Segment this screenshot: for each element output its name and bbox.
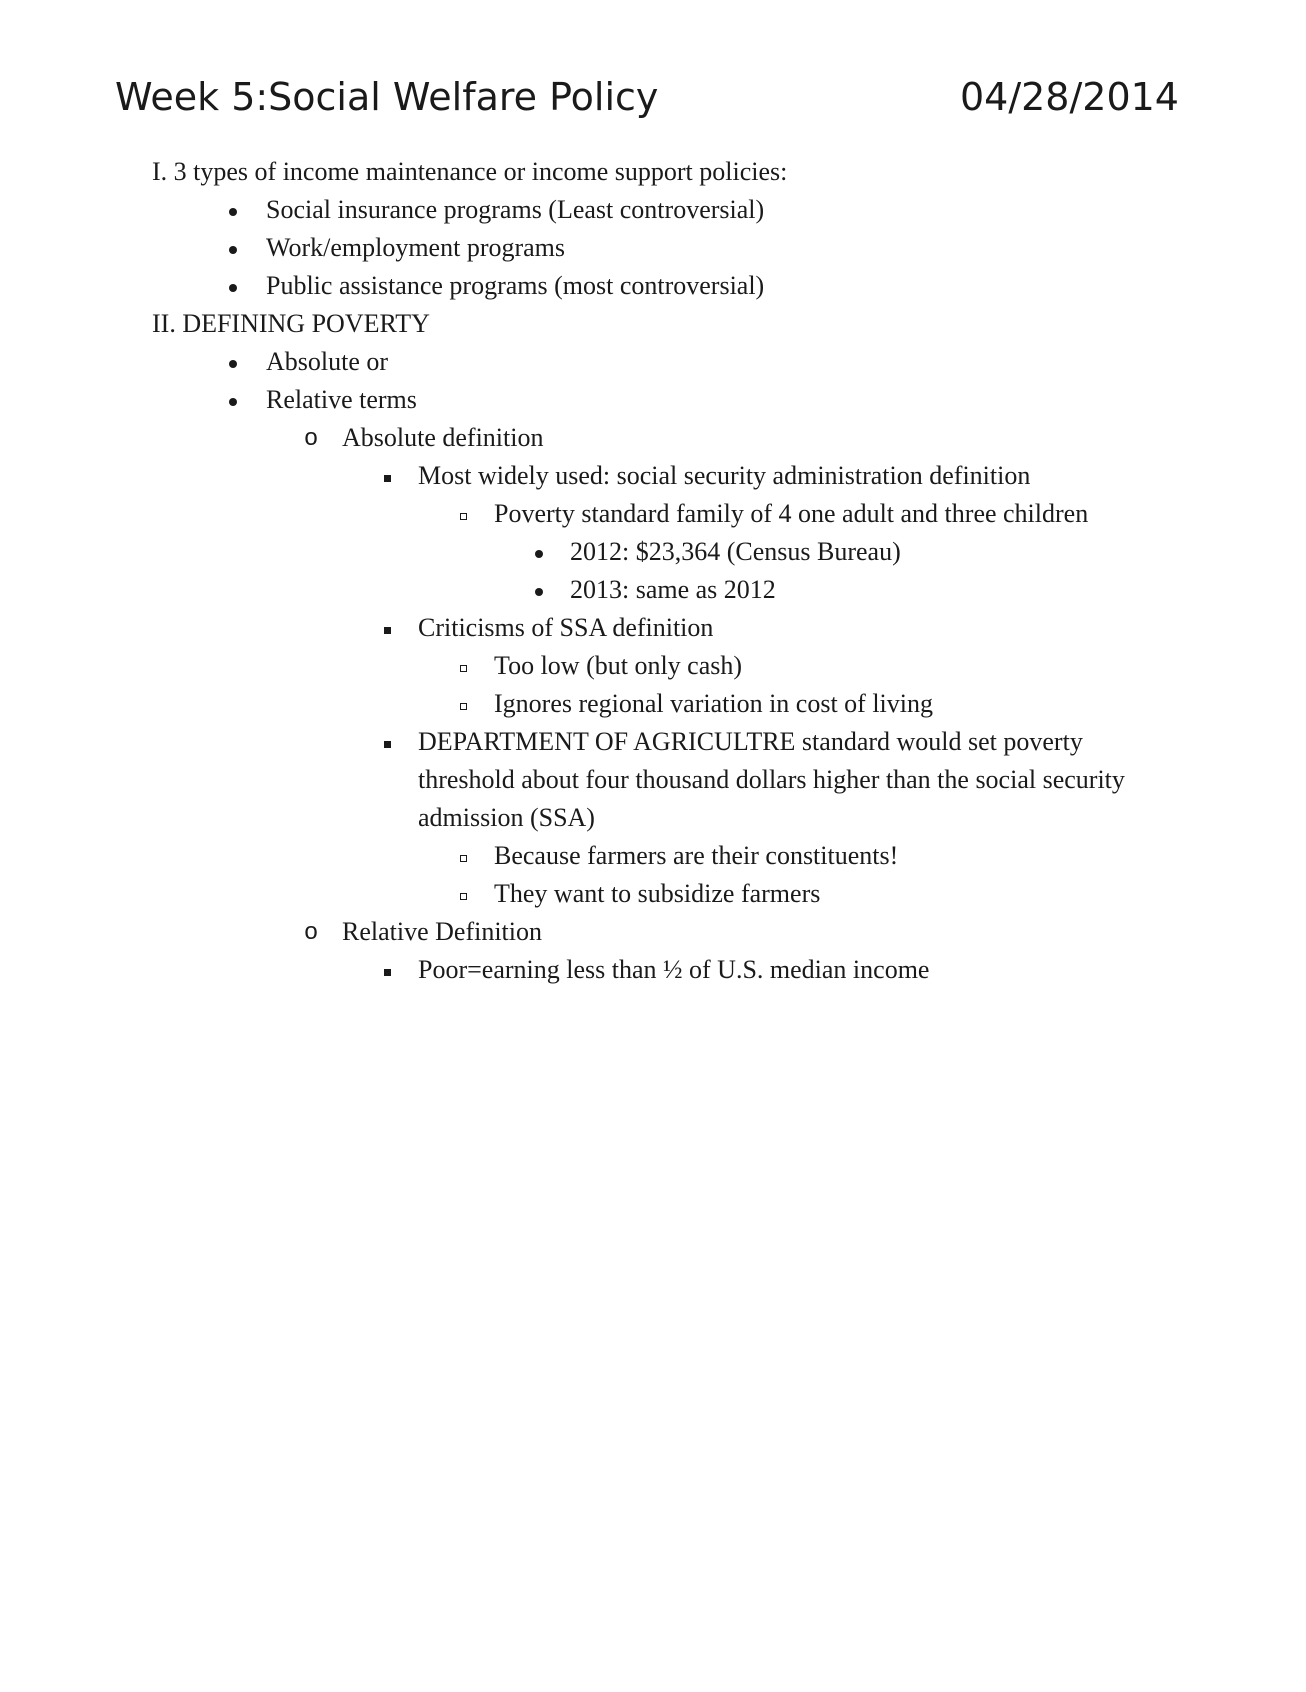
outline-text: Relative terms bbox=[266, 385, 417, 414]
circle-bullet-icon: o bbox=[304, 918, 318, 945]
outline-text: Too low (but only cash) bbox=[494, 651, 743, 680]
outline-text: Poverty standard family of 4 one adult and three children bbox=[494, 499, 1089, 528]
hollow-square-bullet-icon bbox=[448, 685, 478, 723]
outline-text: I. 3 types of income maintenance or income support policies: bbox=[152, 157, 788, 186]
list-item bbox=[0, 267, 1306, 305]
outline-text: They want to subsidize farmers bbox=[494, 879, 821, 908]
outline-text: Ignores regional variation in cost of living bbox=[494, 689, 934, 718]
list-item bbox=[0, 571, 1306, 609]
bullet-icon bbox=[524, 571, 554, 609]
hollow-square-bullet-icon bbox=[448, 875, 478, 913]
square-bullet-icon bbox=[372, 951, 402, 989]
list-item bbox=[0, 533, 1306, 571]
outline-text: Work/employment programs bbox=[266, 233, 566, 262]
bullet-icon bbox=[218, 191, 248, 229]
list-item bbox=[0, 609, 1306, 647]
outline-text: Public assistance programs (most controversial) bbox=[266, 271, 765, 300]
outline-text: Social insurance programs (Least controversial) bbox=[266, 195, 765, 224]
outline-text: Criticisms of SSA definition bbox=[418, 613, 714, 642]
hollow-square-bullet-icon bbox=[448, 495, 478, 533]
outline-text: 2012: $23,364 (Census Bureau) bbox=[570, 537, 901, 566]
outline-text: Poor=earning less than ½ of U.S. median income bbox=[418, 955, 930, 984]
list-item bbox=[0, 343, 1306, 381]
bullet-icon bbox=[218, 229, 248, 267]
page-date: 04/28/2014 bbox=[959, 75, 1179, 119]
outline-heading bbox=[0, 153, 1306, 191]
list-item bbox=[0, 685, 1306, 723]
outline-text: 2013: same as 2012 bbox=[570, 575, 776, 604]
list-item bbox=[0, 457, 1306, 495]
outline-text: II. DEFINING POVERTY bbox=[152, 309, 430, 338]
page-title: Week 5:Social Welfare Policy bbox=[115, 75, 659, 119]
list-item bbox=[0, 229, 1306, 267]
hollow-square-bullet-icon bbox=[448, 837, 478, 875]
hollow-square-bullet-icon bbox=[448, 647, 478, 685]
outline-text: DEPARTMENT OF AGRICULTRE standard would set poverty threshold about four thousand dollars higher than the social security admission (SSA) bbox=[418, 727, 1125, 832]
list-item bbox=[0, 419, 1306, 457]
outline-text: Absolute or bbox=[266, 347, 389, 376]
list-item bbox=[0, 951, 1306, 989]
list-item bbox=[0, 647, 1306, 685]
outline-heading bbox=[0, 305, 1306, 343]
list-item bbox=[0, 381, 1306, 419]
bullet-icon bbox=[218, 267, 248, 305]
square-bullet-icon bbox=[372, 609, 402, 647]
list-item bbox=[0, 875, 1306, 913]
outline-text: Absolute definition bbox=[342, 423, 544, 452]
bullet-icon bbox=[218, 343, 248, 381]
square-bullet-icon bbox=[372, 723, 402, 761]
list-item bbox=[0, 913, 1306, 951]
outline-notes bbox=[0, 153, 1306, 989]
list-item bbox=[0, 723, 1306, 837]
bullet-icon bbox=[218, 381, 248, 419]
list-item bbox=[0, 191, 1306, 229]
outline-text: Because farmers are their constituents! bbox=[494, 841, 899, 870]
list-item bbox=[0, 495, 1306, 533]
outline-text: Most widely used: social security administration definition bbox=[418, 461, 1031, 490]
bullet-icon bbox=[524, 533, 554, 571]
circle-bullet-icon: o bbox=[304, 424, 318, 451]
list-item bbox=[0, 837, 1306, 875]
square-bullet-icon bbox=[372, 457, 402, 495]
outline-text: Relative Definition bbox=[342, 917, 543, 946]
